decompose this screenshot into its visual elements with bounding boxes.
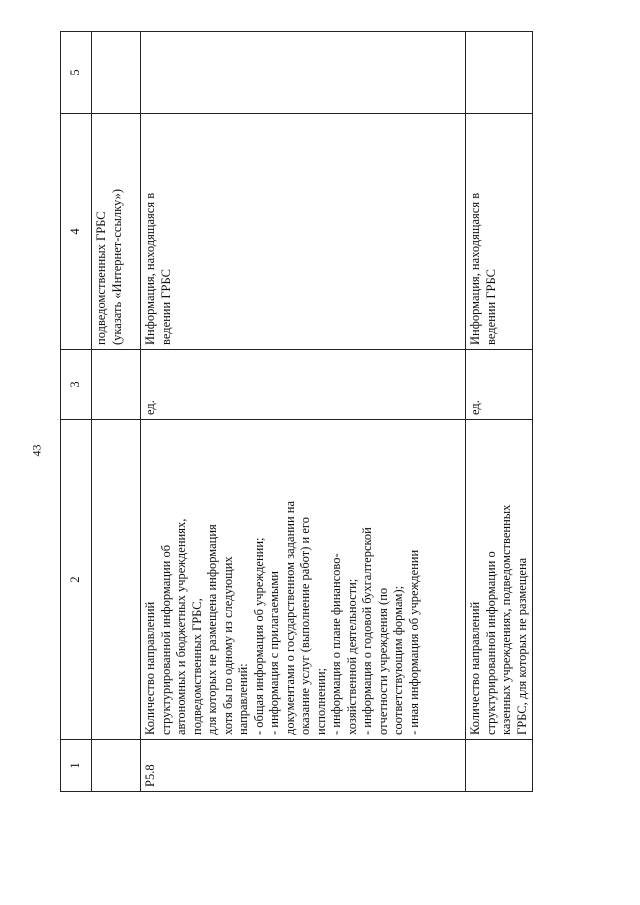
row-unit-cell: ед. [466,350,533,420]
source-line: Информация, находящаяся в [468,192,482,345]
continuation-code-cell [92,740,141,792]
source-line: ведении ГРБС [158,269,173,345]
description-line: хотя бы по одному из следующих [220,556,235,735]
row-note-cell [466,32,533,114]
row-code-cell [466,740,533,792]
description-line: направлений: [236,663,250,735]
indicator-table [60,31,533,792]
continuation-source-cell [92,114,141,350]
description-line: казенных учреждениях, подведомственных [499,504,513,735]
header-row [61,32,92,792]
page-number: 43 [29,444,44,457]
header-cell-5: 5 [61,32,92,114]
table-row [466,32,533,792]
row-unit-cell: ед. [141,350,466,420]
description-line: отчетности учреждения (по [375,587,390,735]
description-line: - информация с прилагаемыми [267,571,281,735]
table-frame [60,32,529,792]
rotated-table-container [60,32,529,792]
continuation-row [92,32,141,792]
row-note-cell [141,32,466,114]
source-line: ведении ГРБС [483,269,498,345]
row-description-cell [466,420,533,740]
description-line: документами о государственном задании на [282,500,297,735]
continuation-unit-cell [92,350,141,420]
cell-text-line: подведомственных ГРБС [94,211,108,345]
header-cell-1: 1 [61,740,92,792]
description-line: структурированной информации об [158,544,173,735]
description-line: оказание услуг (выполнение работ) и его [298,517,312,735]
row-description-cell [141,420,466,740]
table-row [141,32,466,792]
description-line: - общая информация об учреждении; [251,537,266,735]
description-line: хозяйственной деятельности; [344,578,359,735]
description-line: соответствующим формам); [391,585,405,735]
row-source-cell [141,114,466,350]
continuation-description-cell [92,420,141,740]
row-code-cell: Р5.8 [141,740,466,792]
description-line: структурированной информации о [483,551,498,735]
description-line: Количество направлений [468,601,482,735]
description-line: - иная информация об учреждении [406,549,421,735]
description-line: - информация о годовой бухгалтерской [360,527,374,735]
description-line: Количество направлений [143,601,157,735]
continuation-note-cell [92,32,141,114]
description-line: ГРБС, для которых не размещена [514,557,529,735]
header-cell-3: 3 [61,350,92,420]
cell-text-line: (указать «Интернет-ссылку») [109,189,124,345]
description-line: автономных и бюджетных учреждениях, [174,518,188,735]
header-cell-4: 4 [61,114,92,350]
header-cell-2: 2 [61,420,92,740]
description-line: исполнении; [313,667,328,735]
description-line: для которых не размещена информация [205,524,219,735]
description-line: подведомственных ГРБС, [189,598,204,735]
source-line: Информация, находящаяся в [143,192,157,345]
row-source-cell [466,114,533,350]
description-line: - информация о плане финансово- [329,553,343,735]
